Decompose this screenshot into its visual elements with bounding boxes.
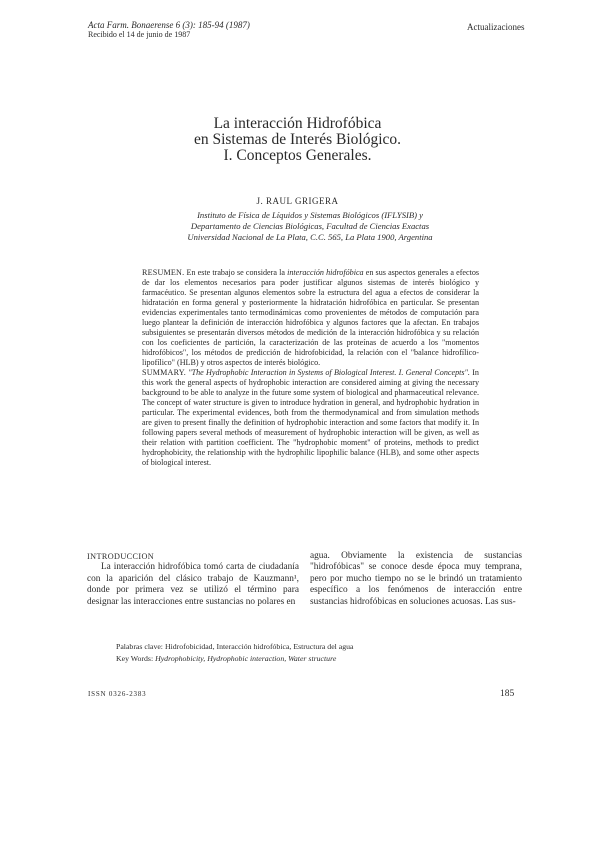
keywords-es-text: Hidrofobicidad, Interacción hidrofóbica, Estructura del agua	[164, 642, 354, 651]
summary-text: In this work the general aspects of hydrophobic interaction are considered aiming at giving the necessary background to be able to analyze in the future some system of biological and pharmaceutical relevance. The concept of water structure is given to introduce hydration in general, and hydrophobic hydration in particular. The experimental evidences, both from the thermodynamical and from simulation methods are given to present finally the definition of hydrophobic interaction and some factors that modify it. In following papers several methods of measurement of hydrophobic interaction will be given, as well as their relation with partition coefficient. The "hydrophobic moment" of proteins, methods to predict hydrophobicity, the relationship with the hydrophilic lipophilic balance (HLB), and some other aspects of biological interest.	[142, 368, 479, 467]
resumen-label: RESUMEN.	[142, 268, 185, 277]
issn-footer: ISSN 0326-2383	[88, 690, 147, 698]
keywords-es	[116, 641, 476, 653]
section-label: Actualizaciones	[467, 22, 525, 32]
resumen-paragraph	[142, 268, 479, 368]
section-heading: INTRODUCCION	[87, 552, 155, 561]
page-number: 185	[500, 689, 515, 699]
journal-header	[88, 20, 250, 40]
title-line-3: I. Conceptos Generales.	[223, 147, 372, 164]
article-title	[0, 116, 595, 164]
keywords-en-text: Hydrophobicity, Hydrophobic interaction, Water structure	[155, 654, 337, 663]
title-line-2: en Sistemas de Interés Biológico.	[193, 131, 402, 148]
body-column-left	[87, 551, 299, 608]
summary-italic-title: "The Hydrophobic Interaction in Systems of Biological Interest. I. General Concepts".	[188, 368, 470, 377]
author-name: J. RAUL GRIGERA	[256, 196, 339, 206]
keywords-es-label: Palabras clave:	[116, 642, 163, 651]
title-line-1: La interacción Hidrofóbica	[213, 115, 382, 132]
summary-paragraph	[142, 368, 479, 468]
affiliation-line-2: Departamento de Ciencias Biológicas, Facultad de Ciencias Exactas	[190, 221, 430, 231]
keywords-block	[116, 641, 476, 665]
body-paragraph-right: agua. Obviamente la existencia de sustancias "hidrofóbicas" se conoce desde época muy temprana, pero por mucho tiempo no se le brindó un tratamiento específico a los fenómenos de interacción entre sustancias hidrofóbicas en soluciones acuosas. Las sus-	[310, 551, 522, 607]
body-column-right	[310, 551, 522, 608]
affiliation	[140, 210, 480, 243]
summary-label: SUMMARY.	[142, 368, 186, 377]
keywords-en-label: Key Words:	[116, 654, 154, 663]
abstract-block	[142, 268, 479, 468]
body-paragraph-left: La interacción hidrofóbica tomó carta de ciudadanía con la aparición del clásico trabajo de Kauzmann¹, donde por primera vez se utilizó el término para designar las interacciones entre sustancias no polares en	[87, 562, 299, 607]
affiliation-line-3: Universidad Nacional de La Plata, C.C. 565, La Plata 1900, Argentina	[187, 232, 433, 242]
received-date: Recibido el 14 de junio de 1987	[88, 30, 191, 39]
journal-citation: Acta Farm. Bonaerense 6 (3): 185-94 (1987)	[88, 20, 250, 30]
resumen-italic-term: interacción hidrofóbica	[287, 268, 364, 277]
resumen-text-start: En este trabajo se considera la	[186, 268, 285, 277]
resumen-text-rest: en sus aspectos generales a efectos de dar los elementos necesarios para poder justificar algunos sistemas de interés biológico y farmacéutico. Se presentan algunos elementos sobre la estructura del agua a efectos de considerar la hidratación en forma general y posteriormente la hidratación hidrofóbica en particular. Se presentan evidencias experimentales tanto termodinámicas como provenientes de métodos de computación para luego plantear la definición de interacción hidrofóbica y algunos factores que la afectan. En trabajos subsiguientes se presentarán diversos métodos de medición de la interacción hidrofóbica y su relación con los coeficientes de partición, la caracterización de las proteínas de acuerdo a los "momentos hidrofóbicos", los métodos de predicción de hidrofobicidad, la relación con el "balance hidrofílico-lipofílico" (HLB) y otros aspectos de interés biológico.	[142, 268, 480, 367]
affiliation-line-1: Instituto de Física de Líquidos y Sistemas Biológicos (IFLYSIB) y	[197, 210, 423, 220]
keywords-en	[116, 653, 476, 665]
